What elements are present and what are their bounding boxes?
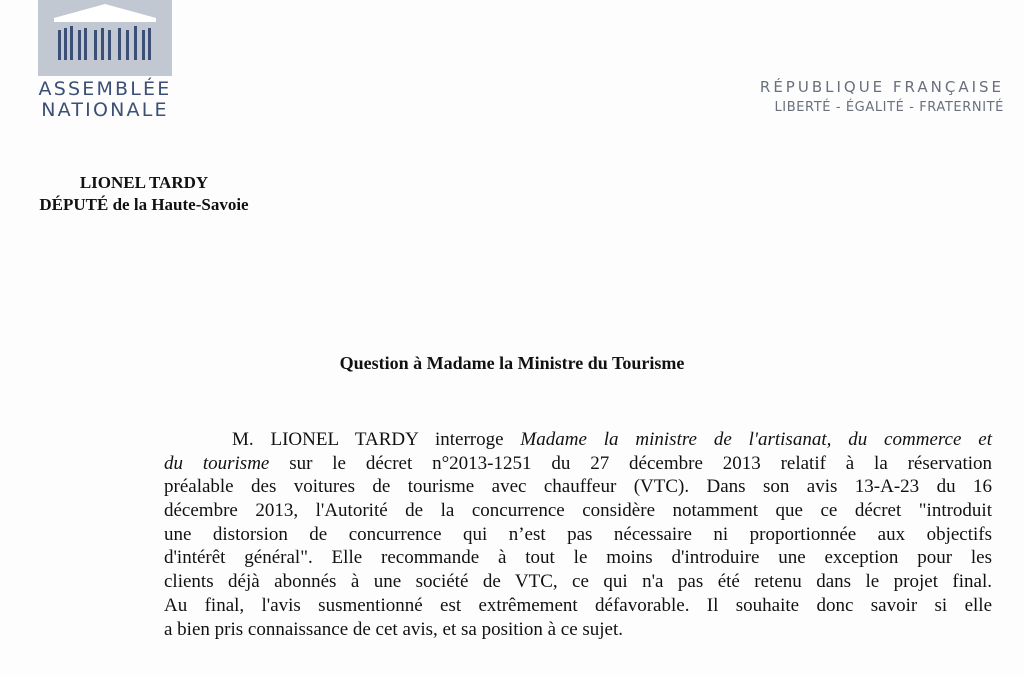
- assemblee-emblem-icon: [38, 0, 172, 76]
- logo-text-line2: NATIONALE: [41, 99, 169, 121]
- author-block: [0, 172, 288, 216]
- author-name: LIONEL TARDY: [79, 173, 209, 192]
- body-line-2: du tourisme sur le décret n°2013-1251 du 27 décembre 2013 relatif à la réservation: [164, 452, 993, 474]
- body-line-4: décembre 2013, l'Autorité de la concurrence considère notamment que ce décret "introduit: [164, 500, 992, 522]
- republic-title: RÉPUBLIQUE FRANÇAISE: [759, 78, 1004, 96]
- body-line-6: d'intérêt général". Elle recommande à tout le moins d'introduire une exception pour les: [164, 547, 992, 569]
- body-line-5: une distorsion de concurrence qui n’est pas nécessaire ni proportionnée aux objectifs: [164, 523, 992, 545]
- body-line-7: clients déjà abonnés à une société de VTC, ce qui n'a pas été retenu dans le projet final.: [164, 571, 992, 593]
- assemblee-nationale-logo: [35, 0, 175, 125]
- body-line-3: préalable des voitures de tourisme avec chauffeur (VTC). Dans son avis 13-A-23 du 16: [164, 476, 992, 498]
- question-body: [164, 428, 992, 641]
- republic-header: [760, 76, 1004, 118]
- body-line-1: M. LIONEL TARDY interroge Madame la ministre de l'artisanat, du commerce et: [232, 429, 992, 450]
- republic-motto: LIBERTÉ - ÉGALITÉ - FRATERNITÉ: [774, 100, 1004, 115]
- document-heading: Question à Madame la Ministre du Tourisme: [339, 353, 685, 373]
- author-title: DÉPUTÉ de la Haute-Savoie: [39, 195, 249, 214]
- body-line-9: a bien pris connaissance de cet avis, et sa position à ce sujet.: [164, 618, 624, 640]
- body-line-8: Au final, l'avis susmentionné est extrêmement défavorable. Il souhaite donc savoir si elle: [164, 594, 992, 616]
- logo-text-line1: ASSEMBLÉE: [38, 78, 172, 100]
